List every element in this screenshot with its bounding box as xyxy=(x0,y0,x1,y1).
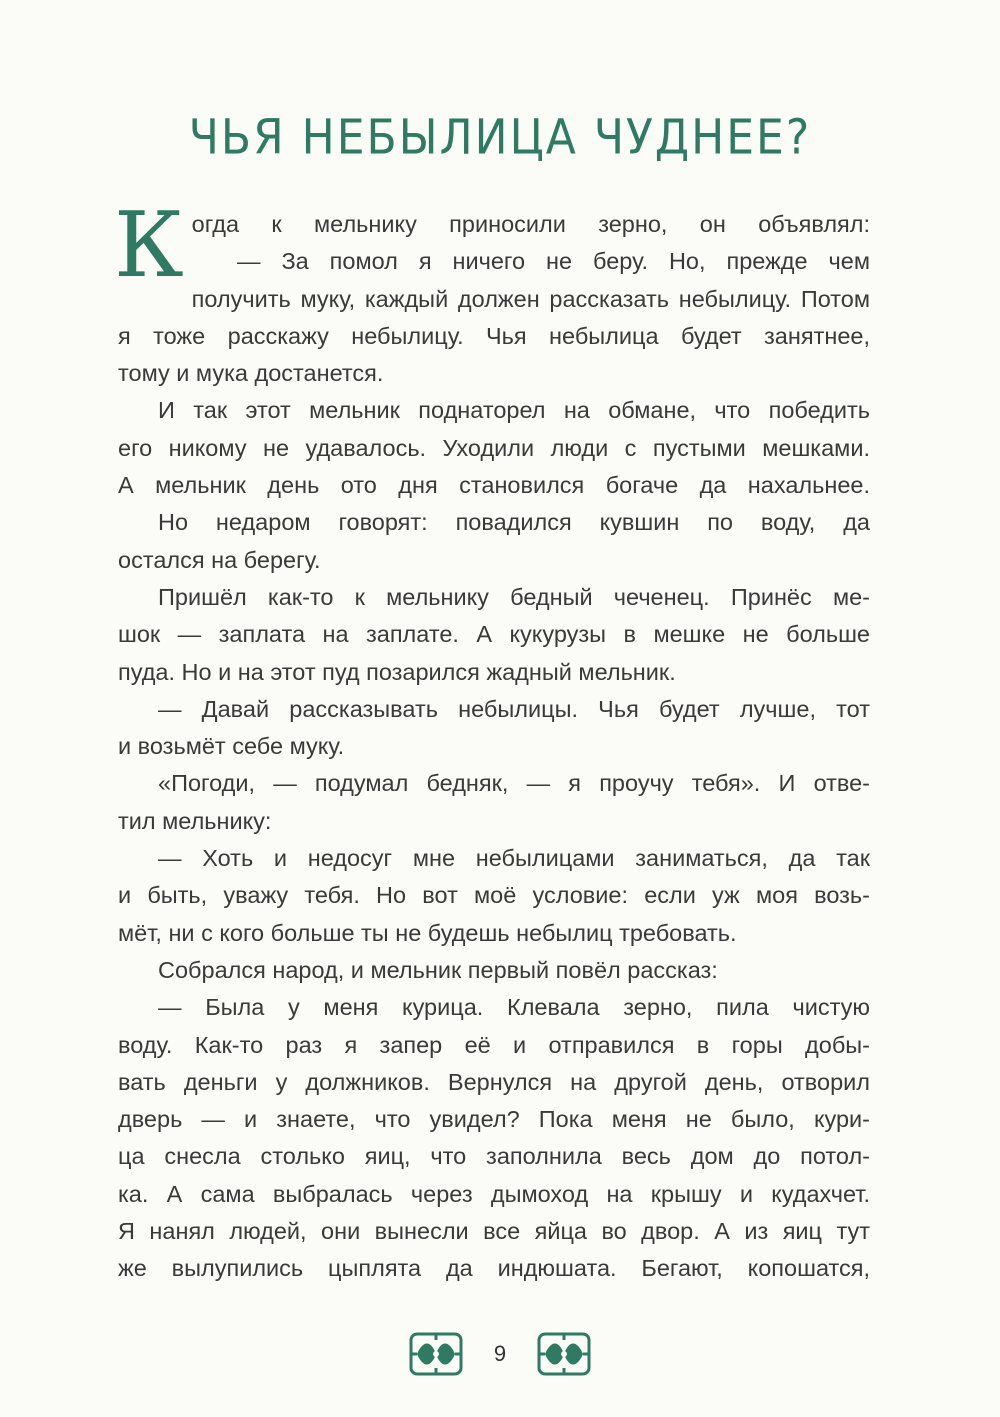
page-number: 9 xyxy=(493,1341,507,1366)
text-line: — Хоть и недосуг мне небылицами заниматься, да так xyxy=(158,845,870,872)
text-line: ка. А сама выбралась через дымоход на крышу и кудахчет. xyxy=(118,1180,870,1207)
text-line: его никому не удавалось. Уходили люди с пустыми мешками. xyxy=(118,434,870,461)
text-line: дверь — и знаете, что увидел? Пока меня не было, кури- xyxy=(118,1106,870,1133)
text-line: воду. Как-то раз я запер её и отправился в горы добы- xyxy=(118,1031,870,1058)
text-line: «Погоди, — подумал бедняк, — я проучу тебя». И отве- xyxy=(158,770,870,797)
ornament-left-icon xyxy=(409,1332,463,1376)
text-line: И так этот мельник поднаторел на обмане, что победить xyxy=(158,397,870,424)
text-line: — Давай рассказывать небылицы. Чья будет лучше, тот xyxy=(158,695,870,722)
drop-cap: К xyxy=(114,193,184,298)
text-line: Я нанял людей, они вынесли все яйца во двор. А из яиц тут xyxy=(118,1218,870,1245)
text-line: мёт, ни с кого больше ты не будешь небылиц требовать. xyxy=(118,919,737,946)
paragraph xyxy=(118,579,870,691)
paragraph xyxy=(118,392,870,504)
text-line: же вылупились цыплята да индюшата. Бегают, копошатся, xyxy=(118,1255,870,1282)
chapter-title: ЧЬЯ НЕБЫЛИЦА ЧУДНЕЕ? xyxy=(188,109,812,166)
text-line: — За помол я ничего не беру. Но, прежде чем xyxy=(237,248,870,275)
text-line: Пришёл как-то к мельнику бедный чеченец. Принёс ме- xyxy=(158,583,870,610)
paragraph xyxy=(118,243,870,392)
text-line: пуда. Но и на этот пуд позарился жадный мельник. xyxy=(118,658,676,685)
text-line: огда к мельнику приносили зерно, он объявлял: xyxy=(191,211,870,237)
text-line: тому и мука достанется. xyxy=(118,360,384,387)
text-line: ца снесла столько яиц, что заполнила весь дом до потол- xyxy=(118,1143,870,1170)
text-line: вать деньги у должников. Вернулся на другой день, отворил xyxy=(118,1068,870,1095)
text-line: шок — заплата на заплате. А кукурузы в мешке не больше xyxy=(118,621,870,648)
text-line: и быть, уважу тебя. Но вот моё условие: если уж моя возь- xyxy=(118,882,870,909)
paragraph xyxy=(118,765,870,840)
text-line: Но недаром говорят: повадился кувшин по воду, да xyxy=(158,509,870,536)
paragraph xyxy=(118,840,870,952)
text-line: остался на берегу. xyxy=(118,546,321,573)
page-footer xyxy=(0,1330,1000,1378)
paragraph xyxy=(118,691,870,766)
ornament-right-icon xyxy=(537,1332,591,1376)
paragraph xyxy=(118,952,870,989)
text-line: и возьмёт себе муку. xyxy=(118,733,345,760)
text-line: получить муку, каждый должен рассказать небылицу. Потом xyxy=(191,285,870,312)
text-line: Собрался народ, и мельник первый повёл рассказ: xyxy=(158,956,718,983)
body-text xyxy=(114,193,870,1288)
text-line: — Была у меня курица. Клевала зерно, пила чистую xyxy=(158,994,870,1021)
paragraph xyxy=(118,989,870,1287)
text-line: А мельник день ото дня становился богаче да нахальнее. xyxy=(118,472,870,499)
text-line: тил мельнику: xyxy=(118,807,272,834)
text-line: я тоже расскажу небылицу. Чья небылица будет занятнее, xyxy=(118,322,870,349)
paragraph xyxy=(118,504,870,579)
